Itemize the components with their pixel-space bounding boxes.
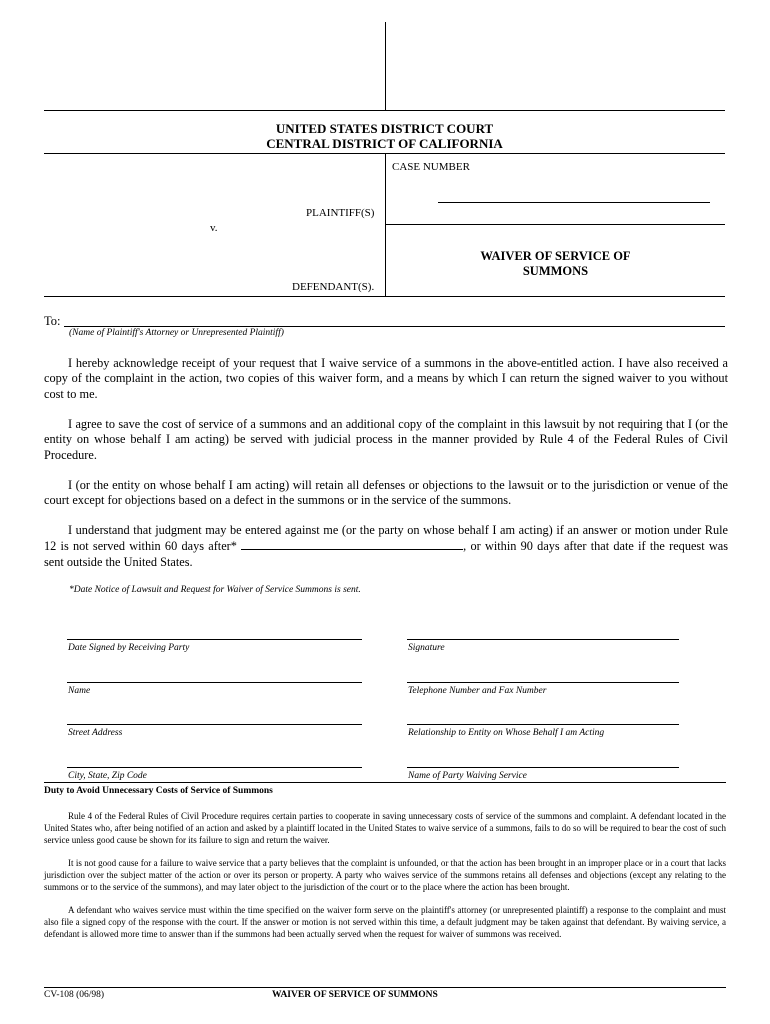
street-field[interactable] [67, 724, 362, 725]
name-field[interactable] [67, 682, 362, 683]
duty-paragraphs [44, 810, 726, 940]
telephone-label: Telephone Number and Fax Number [408, 686, 547, 696]
paragraph-judgment [44, 523, 728, 570]
relationship-label: Relationship to Entity on Whose Behalf I am Acting [408, 728, 605, 738]
plaintiff-label: PLAINTIFF(S) [306, 207, 375, 219]
city-label: City, State, Zip Code [68, 771, 147, 781]
duty-paragraph-1: Rule 4 of the Federal Rules of Civil Procedure requires certain parties to cooperate in saving unnecessary costs of service of the summons and complaint. A defendant located in the United States who, after being notified of an action and asked by a plaintiff located in the United States to waive service of a summons, fails to do so will be required to bear the cost of such service unless good cause be shown for its failure to sign and return the waiver. [44, 811, 726, 845]
form-title-line1: WAIVER OF SERVICE OF [480, 249, 631, 263]
relationship-field[interactable] [407, 724, 679, 725]
street-label: Street Address [68, 728, 123, 738]
party-name-label: Name of Party Waiving Service [408, 771, 527, 781]
to-caption: (Name of Plaintiff's Attorney or Unrepresented Plaintiff) [69, 328, 284, 338]
paragraph-save-cost-text: I agree to save the cost of service of a summons and an additional copy of the complaint in this lawsuit by not requiring that I (or the entity on whose behalf I am acting) be served with judicial process in the manner provided by Rule 4 of the Federal Rules of Civil Procedure. [44, 417, 728, 462]
paragraph-acknowledge-text: I hereby acknowledge receipt of your request that I waive service of a summons in the above-entitled action. I have also received a copy of the complaint in the action, two copies of this waiver form, and a means by which I can return the signed waiver to you without cost to me. [44, 356, 728, 401]
paragraph-retain-defenses-text: I (or the entity on whose behalf I am acting) will retain all defenses or objections to the lawsuit or to the jurisdiction or venue of the court except for objections based on a defect in the summons or in the service of the summons. [44, 478, 728, 508]
party-name-field[interactable] [407, 767, 679, 768]
duty-rule [44, 782, 726, 783]
to-label: To: [44, 314, 61, 328]
signature-label: Signature [408, 643, 445, 653]
paragraph-judgment-text1: I understand that judgment may be entered against me (or the party on whose behalf I am acting) if an answer or motion under Rule 12 is not served within 60 days after* [44, 523, 728, 554]
paragraph-acknowledge [44, 356, 728, 402]
caption-mid-rule [385, 224, 725, 225]
court-name-line1: UNITED STATES DISTRICT COURT [275, 121, 494, 136]
signature-field[interactable] [407, 639, 679, 640]
case-number-label: CASE NUMBER [392, 161, 470, 173]
court-name-line2: CENTRAL DISTRICT OF CALIFORNIA [266, 136, 503, 151]
duty-paragraph-3: A defendant who waives service must within the time specified on the waiver form serve on the plaintiff's attorney (or unrepresented plaintiff) a response to the complaint and must also file a signed copy of the response with the court. If the answer or motion is not served within this time, a default judgment may be taken against that defendant. By waiving service, a defendant is allowed more time to answer than if the summons had been actually served when the request for waiver of summons was received. [44, 905, 726, 939]
date-signed-field[interactable] [67, 639, 362, 640]
paragraph-judgment-text2: , or within 90 days after that date if the request was sent outside the United States. [44, 539, 728, 569]
header-top-rule [44, 110, 725, 111]
paragraph-retain-defenses [44, 478, 728, 509]
form-number: CV-108 (06/98) [44, 990, 105, 1000]
duty-heading: Duty to Avoid Unnecessary Costs of Service of Summons [44, 786, 273, 796]
footer-form-title: WAIVER OF SERVICE OF SUMMONS [272, 990, 438, 1000]
city-field[interactable] [67, 767, 362, 768]
defendant-label: DEFENDANT(S). [292, 281, 375, 293]
date-sent-field[interactable] [241, 538, 463, 550]
paragraph-save-cost [44, 417, 728, 463]
footer-rule [44, 987, 726, 988]
name-label: Name [68, 686, 91, 696]
caption-bottom-rule [44, 296, 725, 297]
duty-paragraph-2: It is not good cause for a failure to waive service that a party believes that the complaint is unfounded, or that the action has been brought in an improper place or in a court that lacks jurisdiction over the subject matter of the action or over its person or property. A party who waives service of the summons retains all defenses and objections (except any relating to the summons or to the service of the summons), and may later object to the jurisdiction of the court or to the place where the action has been brought. [44, 858, 726, 892]
telephone-field[interactable] [407, 682, 679, 683]
form-title-line2: SUMMONS [522, 264, 589, 278]
versus-label: v. [210, 222, 218, 234]
case-number-field[interactable] [438, 202, 710, 203]
date-signed-label: Date Signed by Receiving Party [68, 643, 190, 653]
footnote: *Date Notice of Lawsuit and Request for Waiver of Service Summons is sent. [69, 585, 361, 595]
to-field[interactable] [64, 326, 725, 327]
header-divider-vertical [385, 22, 386, 110]
